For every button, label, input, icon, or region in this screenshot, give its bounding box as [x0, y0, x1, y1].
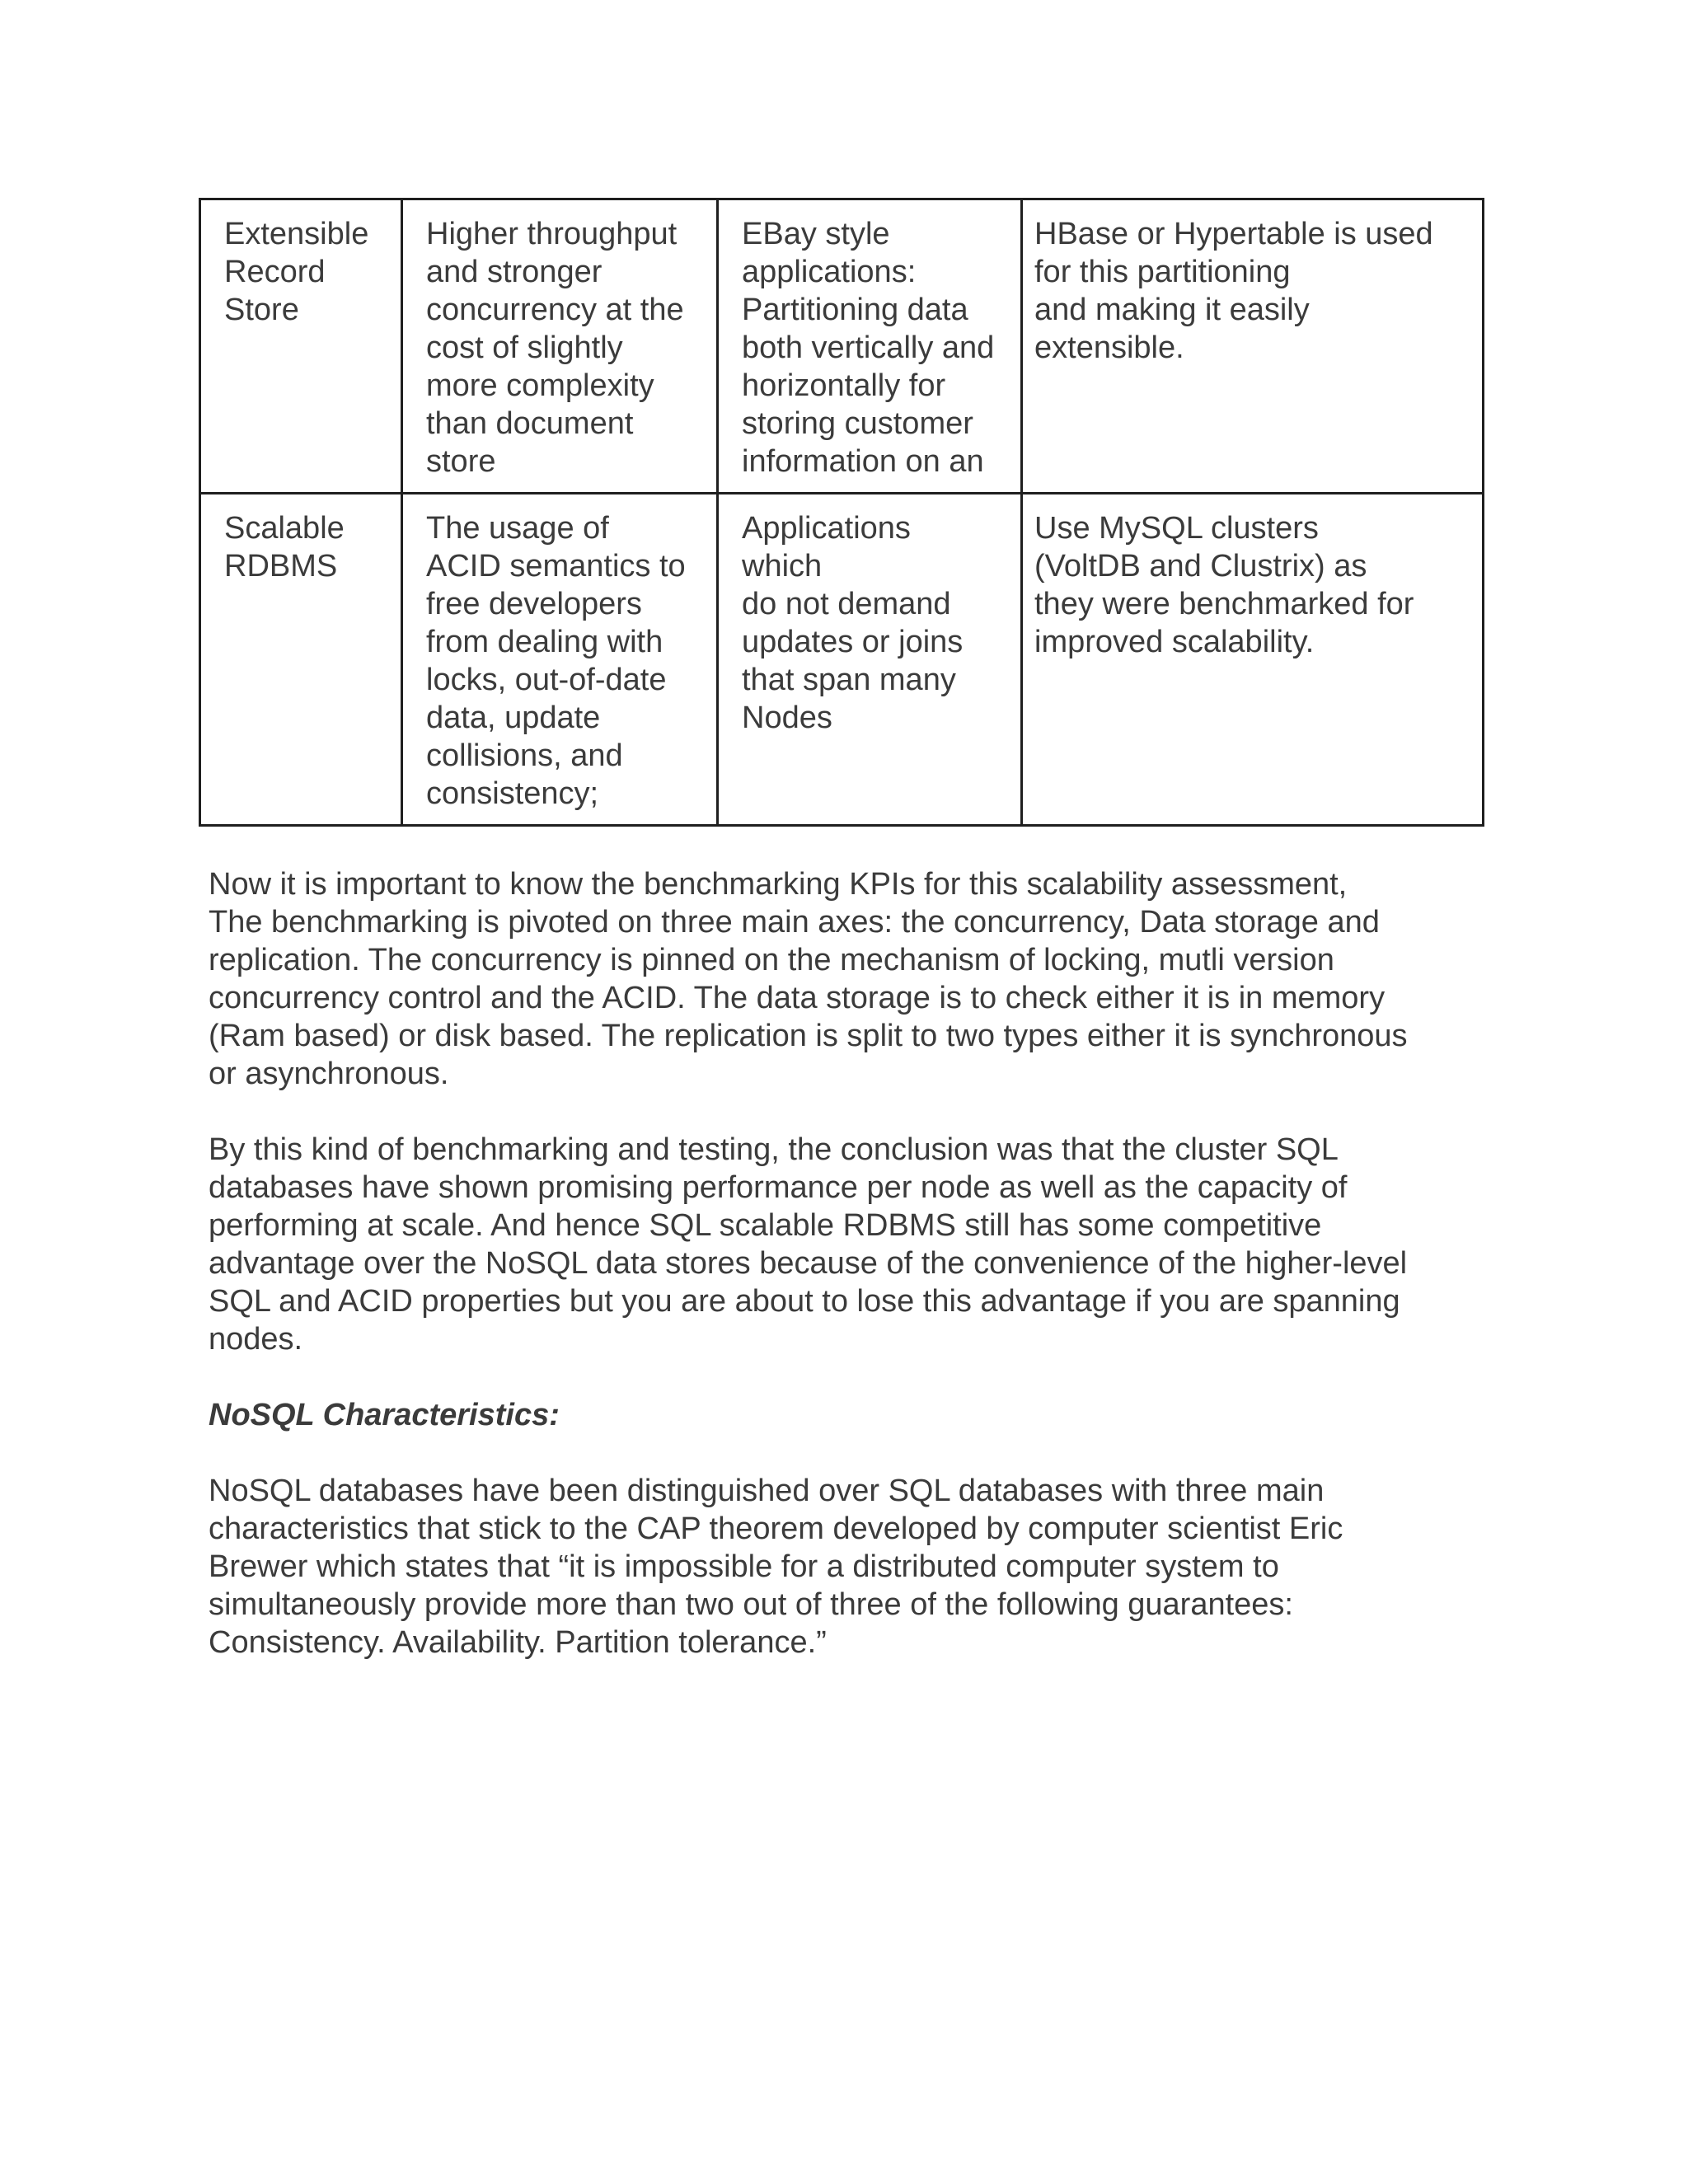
table-cell-use-case: Applications which do not demand updates or joins that span many Nodes: [718, 494, 1022, 826]
table-cell-category: Extensible Record Store: [200, 199, 402, 494]
table-cell-characteristics: Higher throughput and stronger concurrency at the cost of slightly more complexity than document store: [402, 199, 718, 494]
table-cell-use-case: EBay style applications: Partitioning data both vertically and horizontally for storing customer information on an: [718, 199, 1022, 494]
table-cell-implementation: HBase or Hypertable is used for this partitioning and making it easily extensible.: [1022, 199, 1484, 494]
paragraph-nosql-characteristics: NoSQL databases have been distinguished over SQL databases with three main characteristics that stick to the CAP theorem developed by computer scientist Eric Brewer which states that “it is impossible for a distributed computer system to simultaneously provide more than two out of three of the following guarantees: Consistency. Availability. Partition tolerance.”: [209, 1474, 1343, 1660]
section-heading: NoSQL Characteristics:: [209, 1398, 560, 1432]
table-cell-implementation: Use MySQL clusters (VoltDB and Clustrix) as they were benchmarked for improved scalability.: [1022, 494, 1484, 826]
table-row: [200, 494, 1484, 826]
paragraph-conclusion: By this kind of benchmarking and testing, the conclusion was that the cluster SQL databases have shown promising performance per node as well as the capacity of performing at scale. And hence SQL scalable RDBMS still has some competitive advantage over the NoSQL data stores because of the convenience of the higher-level SQL and ACID properties but you are about to lose this advantage if you are spanning nodes.: [209, 1132, 1408, 1357]
table-cell-category: Scalable RDBMS: [200, 494, 402, 826]
comparison-table: [199, 198, 1484, 827]
table-row: [200, 199, 1484, 494]
table-cell-characteristics: The usage of ACID semantics to free developers from dealing with locks, out-of-date data, update collisions, and consistency;: [402, 494, 718, 826]
body-text: [209, 827, 1494, 1699]
paragraph-benchmarking-kpis: Now it is important to know the benchmarking KPIs for this scalability assessment, The benchmarking is pivoted on three main axes: the concurrency, Data storage and replication. The concurrency is pinned on the mechanism of locking, mutli version concurrency control and the ACID. The data storage is to check either it is in memory (Ram based) or disk based. The replication is split to two types either it is synchronous or asynchronous.: [209, 867, 1408, 1091]
